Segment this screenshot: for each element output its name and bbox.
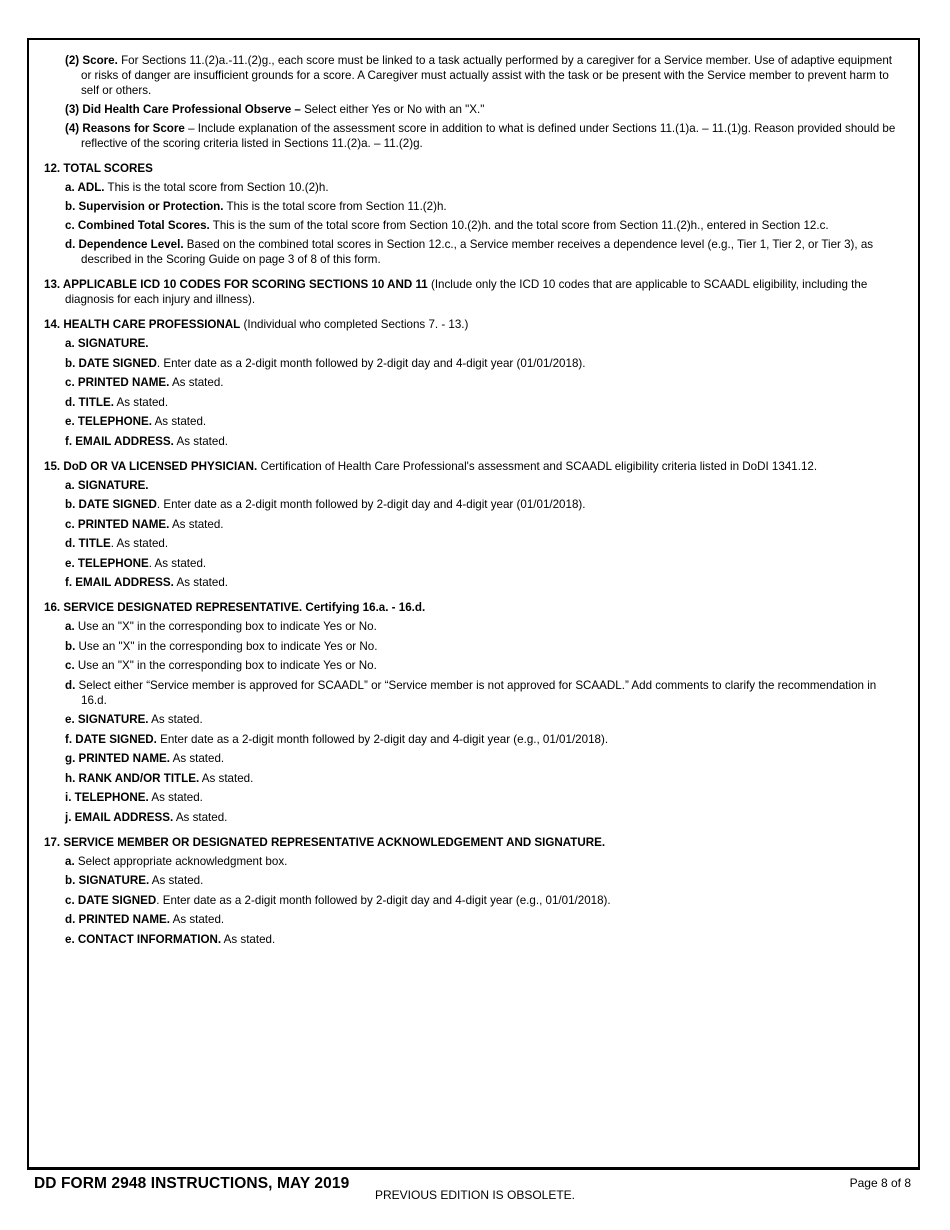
item-16-i: i. TELEPHONE. As stated. (65, 791, 203, 804)
item-15-f: f. EMAIL ADDRESS. As stated. (65, 576, 229, 589)
page-number: Page 8 of 8 (849, 1176, 911, 1190)
item-16-b: b. Use an "X" in the corresponding box to indicate Yes or No. (65, 639, 378, 653)
section-12-heading: 12. TOTAL SCORES (44, 162, 153, 175)
item-11-3: (3) Did Health Care Professional Observe – Select either Yes or No with an "X." (65, 103, 485, 116)
section-11-items (44, 53, 904, 151)
instructions-content (44, 53, 904, 951)
section-15-heading: 15. DoD OR VA LICENSED PHYSICIAN. Certification of Health Care Professional's assessment and SCAADL eligibility criteria listed in DoDI 1341.12. (44, 459, 818, 473)
item-11-2: (2) Score. For Sections 11.(2)a.-11.(2)g., each score must be linked to a task actually performed by a caregiver for a Service member. Use of adaptive equipment or risks of danger are insufficient grounds for a score. A Caregiver must actually assist with the task or be present with the Service member to prevent harm to self or others. (65, 54, 893, 97)
item-14-b: b. DATE SIGNED. Enter date as a 2-digit month followed by 2-digit day and 4-digit year (01/01/2018). (65, 356, 586, 370)
item-16-h: h. RANK AND/OR TITLE. As stated. (65, 771, 254, 785)
item-15-c: c. PRINTED NAME. As stated. (65, 517, 224, 531)
item-15-d: d. TITLE. As stated. (65, 537, 169, 550)
item-14-f: f. EMAIL ADDRESS. As stated. (65, 434, 229, 448)
item-11-4: (4) Reasons for Score – Include explanation of the assessment score in addition to what is defined under Sections 11.(1)a. – 11.(1)g. Reason provided should be reflective of the scoring criteria listed in Sections 11.(2)a. – 11.(2)g. (65, 122, 896, 150)
section-13-heading: 13. APPLICABLE ICD 10 CODES FOR SCORING SECTIONS 10 AND 11 (Include only the ICD 10 codes that are applicable to SCAADL eligibility, including the diagnosis for each injury and illness). (44, 278, 868, 306)
item-12-d: d. Dependence Level. Based on the combined total scores in Section 12.c., a Service member receives a dependence level (e.g., Tier 1, Tier 2, or Tier 3), as described in the Scoring Guide on page 3 of 8 of this form. (65, 238, 874, 266)
form-identifier: DD FORM 2948 INSTRUCTIONS, MAY 2019 (34, 1175, 350, 1192)
item-17-e: e. CONTACT INFORMATION. As stated. (65, 932, 276, 946)
item-17-b: b. SIGNATURE. As stated. (65, 874, 204, 887)
item-16-c: c. Use an "X" in the corresponding box to indicate Yes or No. (65, 659, 377, 672)
item-16-j: j. EMAIL ADDRESS. As stated. (65, 810, 228, 824)
section-17-heading: 17. SERVICE MEMBER OR DESIGNATED REPRESENTATIVE ACKNOWLEDGEMENT AND SIGNATURE. (44, 835, 606, 849)
item-12-a: a. ADL. This is the total score from Section 10.(2)h. (65, 181, 329, 194)
item-15-e: e. TELEPHONE. As stated. (65, 556, 207, 570)
item-12-c: c. Combined Total Scores. This is the sum of the total score from Section 10.(2)h. and the total score from Section 11.(2)h., entered in Section 12.c. (65, 219, 829, 232)
item-16-g: g. PRINTED NAME. As stated. (65, 752, 225, 765)
edition-notice: PREVIOUS EDITION IS OBSOLETE. (374, 1188, 576, 1202)
item-16-e: e. SIGNATURE. As stated. (65, 713, 203, 726)
item-14-c: c. PRINTED NAME. As stated. (65, 376, 224, 389)
item-17-d: d. PRINTED NAME. As stated. (65, 913, 225, 926)
item-14-a: a. SIGNATURE. (65, 337, 149, 350)
item-16-f: f. DATE SIGNED. Enter date as a 2-digit month followed by 2-digit day and 4-digit year (e.g., 01/01/2018). (65, 732, 609, 746)
item-17-c: c. DATE SIGNED. Enter date as a 2-digit month followed by 2-digit day and 4-digit year (e.g., 01/01/2018). (65, 893, 611, 907)
item-14-e: e. TELEPHONE. As stated. (65, 415, 207, 428)
section-14-heading: 14. HEALTH CARE PROFESSIONAL (Individual who completed Sections 7. - 13.) (44, 318, 469, 331)
item-16-d: d. Select either “Service member is approved for SCAADL” or “Service member is not approved for SCAADL.” Add comments to clarify the recommendation in 16.d. (65, 678, 877, 707)
item-15-b: b. DATE SIGNED. Enter date as a 2-digit month followed by 2-digit day and 4-digit year (01/01/2018). (65, 498, 586, 511)
item-12-b: b. Supervision or Protection. This is the total score from Section 11.(2)h. (65, 200, 447, 213)
item-15-a: a. SIGNATURE. (65, 478, 149, 492)
item-17-a: a. Select appropriate acknowledgment box. (65, 854, 288, 868)
item-14-d: d. TITLE. As stated. (65, 395, 169, 409)
section-16-heading: 16. SERVICE DESIGNATED REPRESENTATIVE. Certifying 16.a. - 16.d. (44, 601, 426, 614)
item-16-a: a. Use an "X" in the corresponding box to indicate Yes or No. (65, 620, 377, 633)
